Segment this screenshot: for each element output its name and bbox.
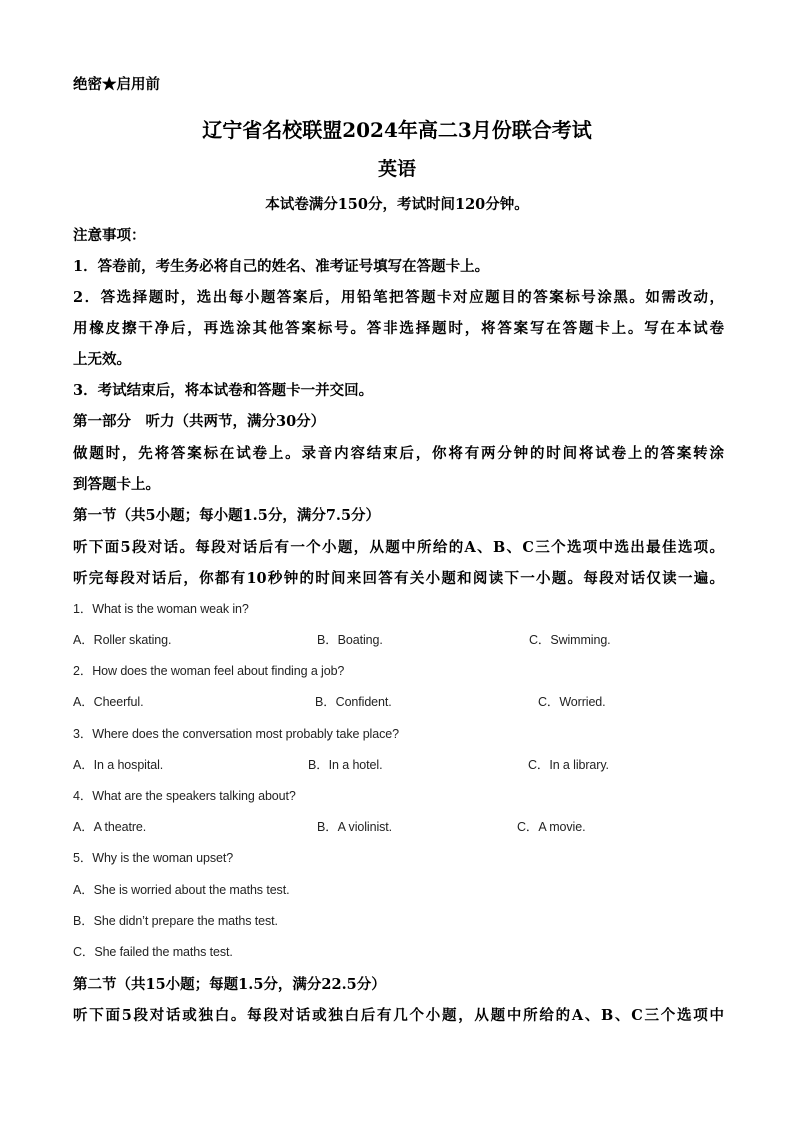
- question-1-option-c: C．Swimming.: [529, 633, 611, 647]
- question-2-option-b: B．Confident.: [315, 695, 392, 709]
- question-4-option-b: B．A violinist.: [317, 820, 393, 834]
- question-4-option-a: A．A theatre.: [73, 820, 147, 834]
- question-2-option-c: C．Worried.: [538, 695, 606, 709]
- note-item-2-line-1: 2．答选择题时，选出每小题答案后，用铅笔把答题卡对应题目的答案标号涂黑。如需改动，: [73, 289, 724, 306]
- question-1-option-b: B．Boating.: [317, 633, 383, 647]
- section1-instruction-line-2: 听完每段对话后，你都有10秒钟的时间来回答有关小题和阅读下一小题。每段对话仅读一遍。: [73, 570, 724, 587]
- question-3-option-a: A．In a hospital.: [73, 758, 164, 772]
- section1-instruction-line-1: 听下面5段对话。每段对话后有一个小题，从题中所给的A、B、C三个选项中选出最佳选项。: [73, 539, 724, 556]
- part1-instruction-line-1: 做题时，先将答案标在试卷上。录音内容结束后，你将有两分钟的时间将试卷上的答案转涂: [73, 445, 724, 462]
- exam-title: 辽宁省名校联盟2024年高二3月份联合考试: [202, 118, 592, 142]
- note-item-3: 3．考试结束后，将本试卷和答题卡一并交回。: [73, 382, 374, 399]
- question-5-option-c: C．She failed the maths test.: [73, 945, 233, 959]
- confidential-mark: 绝密★启用前: [73, 76, 160, 93]
- question-3-option-c: C．In a library.: [528, 758, 609, 772]
- part1-heading: 第一部分 听力（共两节，满分30分）: [73, 413, 326, 430]
- question-5-option-a: A．She is worried about the maths test.: [73, 883, 290, 897]
- note-item-2-line-2: 用橡皮擦干净后，再选涂其他答案标号。答非选择题时，将答案写在答题卡上。写在本试卷: [73, 320, 724, 337]
- question-2-stem: 2．How does the woman feel about finding a job?: [73, 664, 345, 678]
- question-1-option-a: A．Roller skating.: [73, 633, 172, 647]
- question-3-stem: 3．Where does the conversation most probably take place?: [73, 727, 399, 741]
- note-item-1: 1．答卷前，考生务必将自己的姓名、准考证号填写在答题卡上。: [73, 258, 490, 275]
- section1-heading: 第一节（共5小题；每小题1.5分，满分7.5分）: [73, 507, 381, 524]
- question-4-stem: 4．What are the speakers talking about?: [73, 789, 296, 803]
- subject-title: 英语: [377, 158, 416, 180]
- section2-heading: 第二节（共15小题；每题1.5分，满分22.5分）: [73, 976, 386, 993]
- question-5-stem: 5．Why is the woman upset?: [73, 851, 234, 865]
- question-4-option-c: C．A movie.: [517, 820, 586, 834]
- question-2-option-a: A．Cheerful.: [73, 695, 144, 709]
- question-1-stem: 1．What is the woman weak in?: [73, 602, 249, 616]
- notes-heading: 注意事项：: [73, 227, 146, 244]
- note-item-2-line-3: 上无效。: [73, 351, 131, 368]
- question-3-option-b: B．In a hotel.: [308, 758, 383, 772]
- question-5-option-b: B．She didn’t prepare the maths test.: [73, 914, 278, 928]
- exam-info: 本试卷满分150分，考试时间120分钟。: [265, 196, 529, 213]
- section2-instruction-line-1: 听下面5段对话或独白。每段对话或独白后有几个小题，从题中所给的A、B、C三个选项中: [73, 1007, 724, 1024]
- part1-instruction-line-2: 到答题卡上。: [73, 476, 160, 493]
